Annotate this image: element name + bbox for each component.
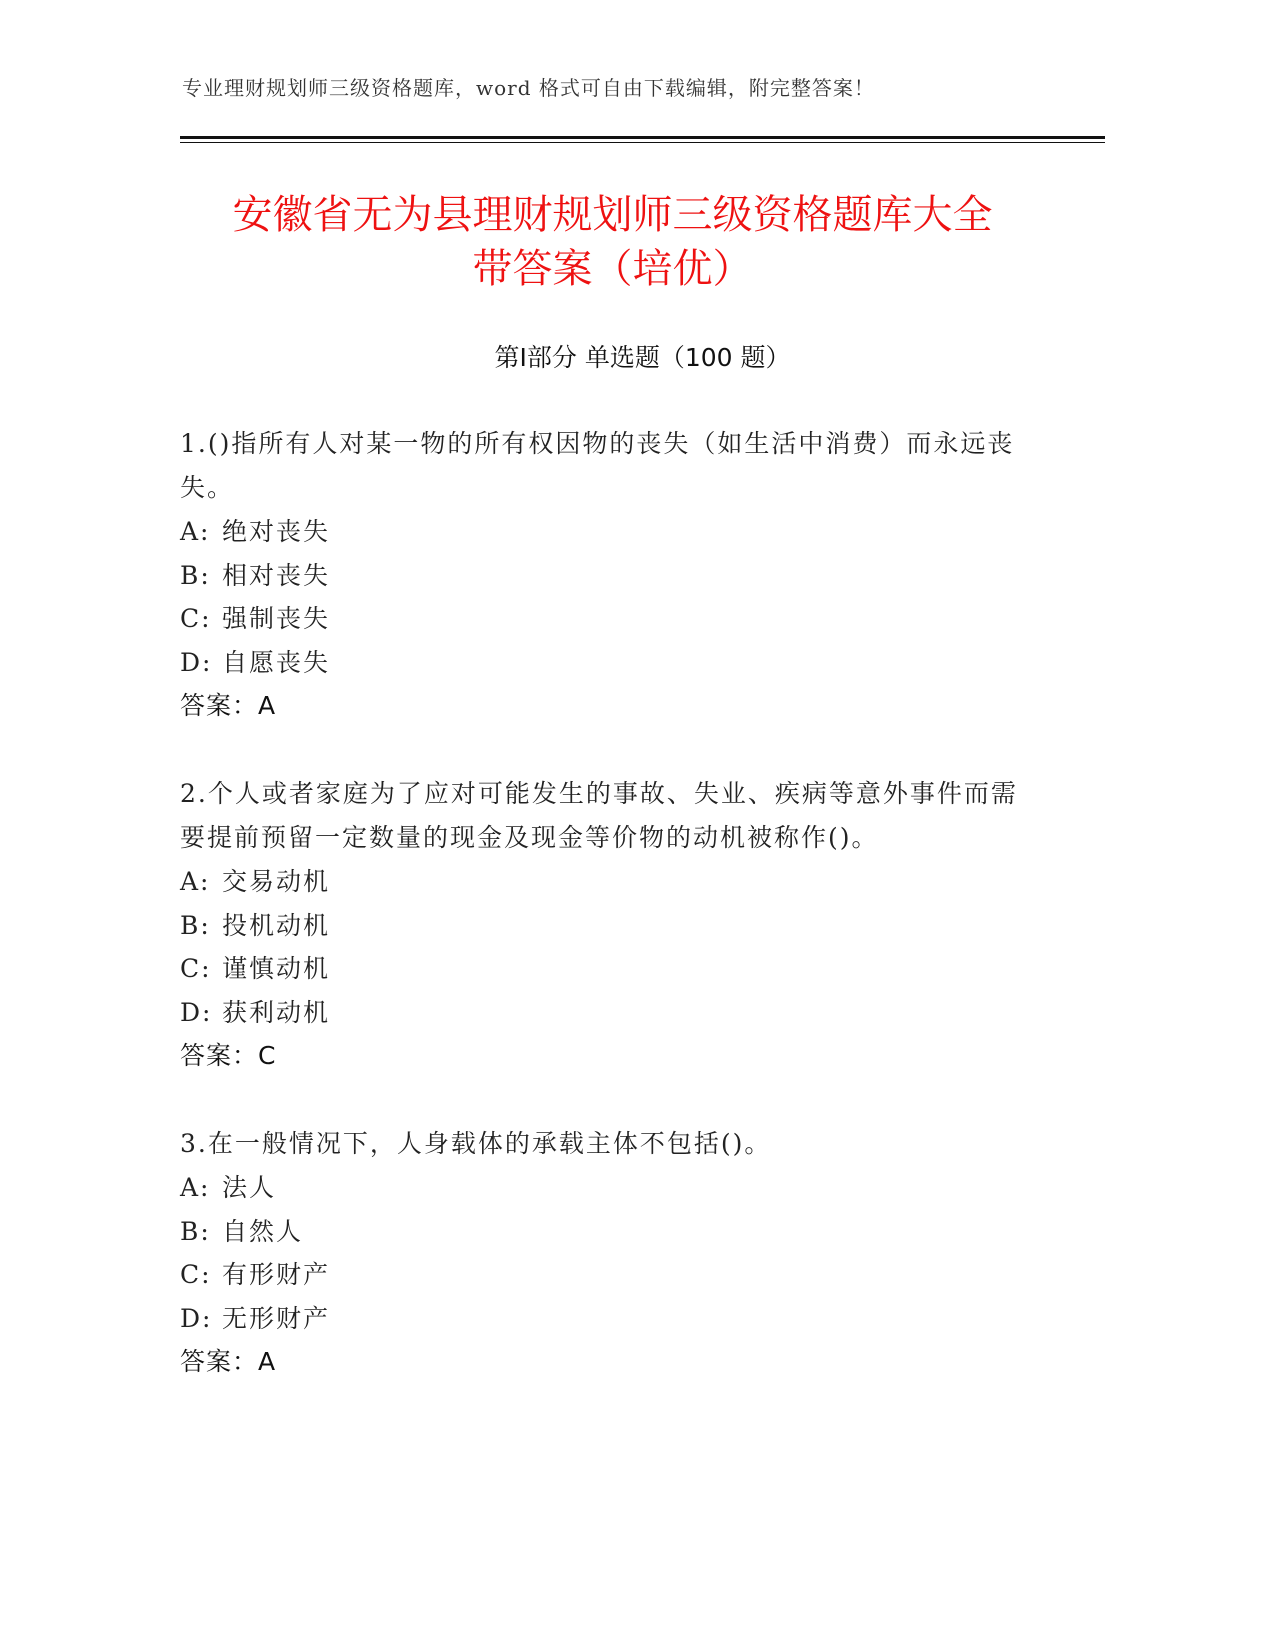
option-key: A:: [180, 867, 211, 896]
option-text: 谨慎动机: [222, 954, 331, 983]
option-text: 强制丧失: [222, 604, 331, 633]
option-text: 交易动机: [222, 867, 331, 896]
option-d: [180, 1297, 1020, 1341]
question-text: 1.()指所有人对某一物的所有权因物的丧失（如生活中消费）而永远丧失。: [180, 429, 1015, 502]
section-heading: 第Ⅰ部分 单选题（100 题）: [494, 343, 791, 372]
option-key: D:: [180, 1303, 213, 1333]
option-text: 获利动机: [222, 997, 331, 1027]
option-c: [180, 947, 1020, 991]
header-divider-thin: [180, 142, 1105, 143]
answer-line: 答案：A: [180, 691, 277, 720]
document-title-line-2: 带答案（培优）: [472, 246, 753, 292]
option-text: 相对丧失: [222, 560, 331, 590]
option-text: 自然人: [222, 1216, 304, 1246]
option-key: D:: [180, 997, 213, 1027]
option-a: [180, 510, 1020, 554]
option-text: 有形财产: [222, 1260, 331, 1289]
answer-line: 答案：A: [180, 1347, 277, 1376]
option-key: D:: [180, 647, 213, 677]
answer-line: 答案：C: [180, 1041, 277, 1070]
question-3: [180, 1122, 1020, 1384]
option-b: [180, 554, 1020, 598]
document-title-line-1: 安徽省无为县理财规划师三级资格题库大全: [232, 192, 993, 238]
option-a: [180, 860, 1020, 904]
option-b: [180, 1210, 1020, 1254]
question-2: [180, 772, 1020, 1078]
option-text: 无形财产: [222, 1303, 331, 1333]
option-key: B:: [180, 910, 211, 940]
option-d: [180, 641, 1020, 685]
option-key: B:: [180, 560, 211, 590]
header-note: 专业理财规划师三级资格题库，word 格式可自由下载编辑，附完整答案！: [182, 76, 875, 100]
option-key: A:: [180, 517, 211, 546]
option-c: [180, 597, 1020, 641]
option-key: C:: [180, 1260, 212, 1289]
option-key: B:: [180, 1216, 211, 1246]
question-list: [180, 422, 1020, 1428]
document-title: [150, 188, 1075, 296]
option-a: [180, 1166, 1020, 1210]
option-text: 法人: [222, 1173, 277, 1202]
option-key: C:: [180, 604, 212, 633]
option-text: 投机动机: [222, 910, 331, 940]
question-text: 3.在一般情况下，人身载体的承载主体不包括()。: [180, 1129, 772, 1158]
question-1: [180, 422, 1020, 728]
option-d: [180, 991, 1020, 1035]
option-key: A:: [180, 1173, 211, 1202]
option-text: 自愿丧失: [222, 647, 331, 677]
header-divider-thick: [180, 136, 1105, 139]
option-b: [180, 904, 1020, 948]
option-key: C:: [180, 954, 212, 983]
question-text: 2.个人或者家庭为了应对可能发生的事故、失业、疾病等意外事件而需要提前预留一定数量的现金及现金等价物的动机被称作()。: [180, 779, 1018, 852]
option-c: [180, 1253, 1020, 1297]
option-text: 绝对丧失: [222, 517, 331, 546]
